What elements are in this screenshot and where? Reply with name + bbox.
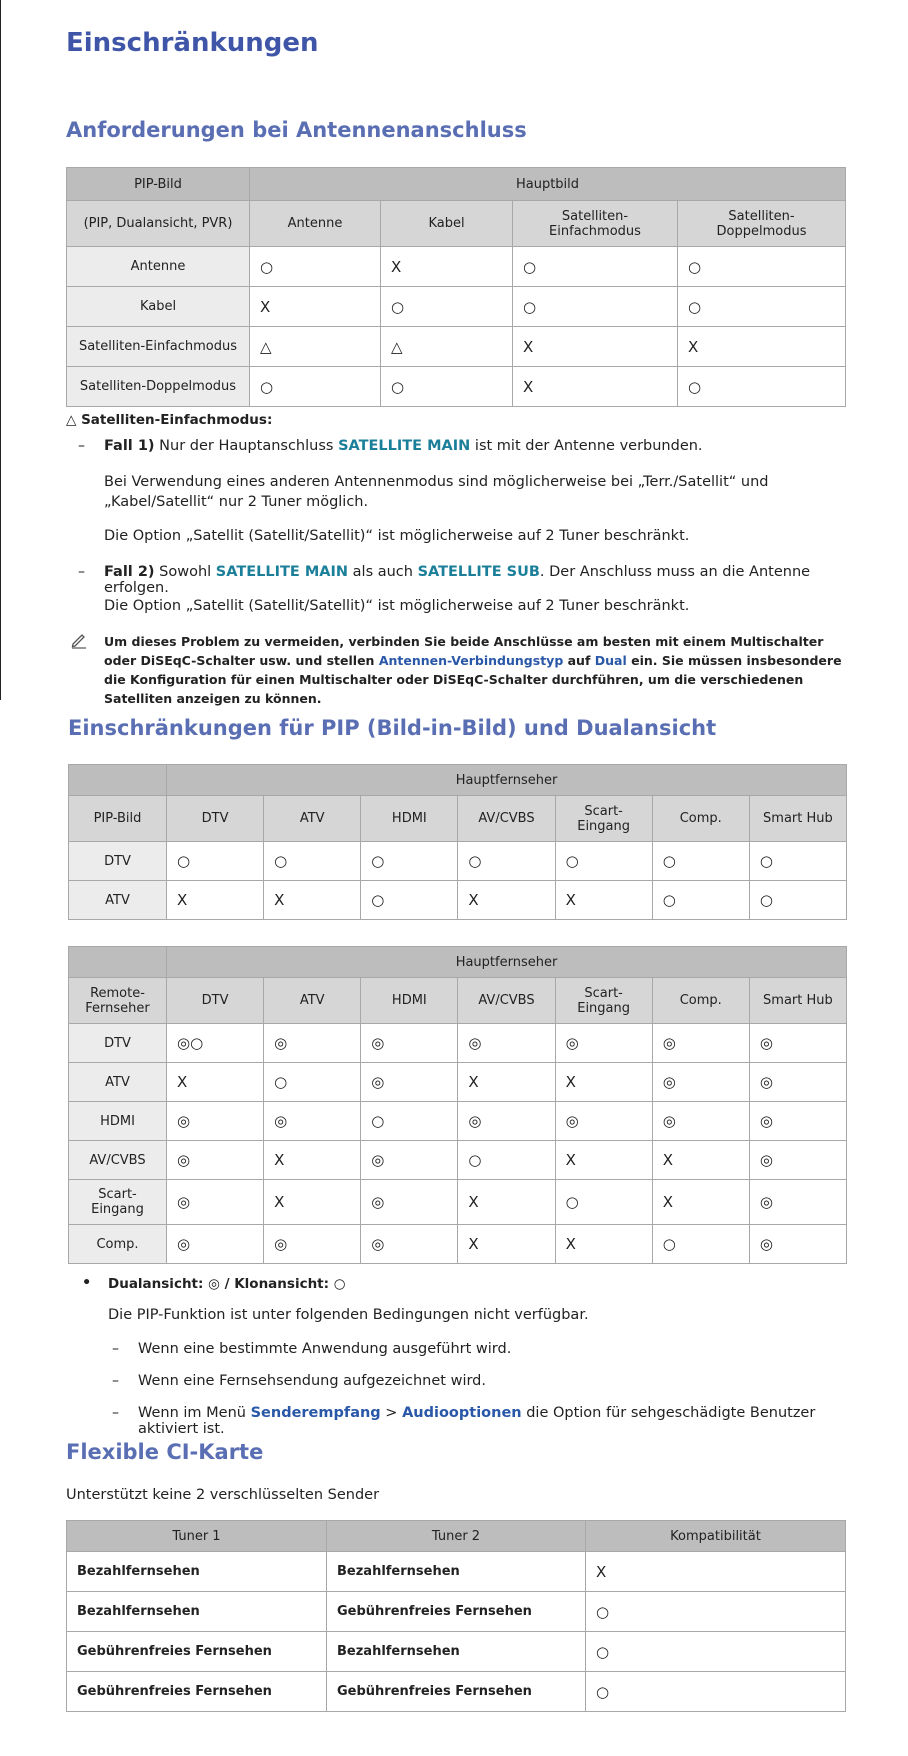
remote-corner: Remote- Fernseher (69, 978, 167, 1024)
ci-cell: X (586, 1552, 846, 1592)
antenna-heading: Anforderungen bei Antennenanschluss (66, 118, 527, 142)
remote-col-header: HDMI (361, 978, 458, 1024)
remote-cell: X (555, 1063, 652, 1102)
antenna-cell: X (381, 247, 513, 287)
pip-row-label: DTV (69, 842, 167, 881)
ci-cell: Gebührenfreies Fernsehen (327, 1592, 586, 1632)
antenna-col-header: Kabel (381, 201, 513, 247)
ci-subtitle: Unterstützt keine 2 verschlüsselten Sender (66, 1487, 380, 1503)
remote-cell: ◎ (458, 1024, 555, 1063)
case2-mid: als auch (348, 564, 418, 580)
pip-heading: Einschränkungen für PIP (Bild-in-Bild) und Dualansicht (68, 716, 717, 740)
remote-col-header: ATV (264, 978, 361, 1024)
pip-cell: ○ (555, 842, 652, 881)
remote-cell: ◎ (652, 1102, 749, 1141)
remote-cell: X (652, 1141, 749, 1180)
ci-cell: Gebührenfreies Fernsehen (327, 1672, 586, 1712)
remote-cell: ○ (555, 1180, 652, 1225)
remote-cell: ◎ (749, 1225, 846, 1264)
dash-bullet: – (112, 1341, 119, 1357)
remote-table (68, 946, 847, 1264)
remote-col-header: DTV (167, 978, 264, 1024)
remote-row-label: HDMI (69, 1102, 167, 1141)
case1-paragraph-3: Die Option „Satellit (Satellit/Satellit)“ ist möglicherweise auf 2 Tuner beschränkt. (104, 528, 690, 544)
dual-link: Dual (594, 653, 627, 668)
remote-cell: ◎ (167, 1180, 264, 1225)
remote-cell: ◎ (652, 1063, 749, 1102)
ci-cell: ○ (586, 1632, 846, 1672)
ci-cell: ○ (586, 1592, 846, 1632)
antenna-cell: X (678, 327, 846, 367)
audiooptionen-link: Audiooptionen (402, 1405, 522, 1421)
remote-cell: ◎ (555, 1102, 652, 1141)
case1-paragraph-2: Bei Verwendung eines anderen Antennenmodus sind möglicherweise bei „Terr./Satellit“ und „Kabel/Satellit“ nur 2 Tuner möglich. (104, 474, 769, 510)
pip-col-header: Comp. (652, 796, 749, 842)
case2-pre: Sowohl (154, 564, 216, 580)
remote-cell: ◎ (361, 1180, 458, 1225)
pip-cell: ○ (652, 842, 749, 881)
satellite-sub-link: SATELLITE SUB (417, 564, 540, 580)
remote-col-header: Smart Hub (749, 978, 846, 1024)
pip-cell: X (555, 881, 652, 920)
remote-cell: X (555, 1141, 652, 1180)
remote-cell: X (652, 1180, 749, 1225)
antenna-row-label: Satelliten-Einfachmodus (67, 327, 250, 367)
remote-cell: ◎ (167, 1102, 264, 1141)
pip-cell: ○ (361, 842, 458, 881)
remote-cell: X (167, 1063, 264, 1102)
antenna-cell: ○ (678, 367, 846, 407)
satellite-main-link: SATELLITE MAIN (338, 438, 471, 454)
ci-cell: Bezahlfernsehen (327, 1632, 586, 1672)
remote-cell: ◎ (361, 1063, 458, 1102)
remote-row-label: DTV (69, 1024, 167, 1063)
ci-col-header: Tuner 2 (327, 1521, 586, 1552)
cond3-post: die Option für sehgeschädigte Benutzer aktiviert ist. (138, 1405, 816, 1437)
remote-cell: ◎ (167, 1141, 264, 1180)
pip-intro: Die PIP-Funktion ist unter folgenden Bedingungen nicht verfügbar. (108, 1307, 589, 1323)
pip-cell: ○ (652, 881, 749, 920)
case1-pre: Nur der Hauptanschluss (154, 438, 339, 454)
remote-cell: ◎ (749, 1024, 846, 1063)
case2-line (104, 564, 864, 596)
remote-cell: ◎ (555, 1024, 652, 1063)
antenna-col-header: Antenne (250, 201, 381, 247)
remote-cell: X (264, 1141, 361, 1180)
remote-cell: X (555, 1225, 652, 1264)
remote-cell: ◎○ (167, 1024, 264, 1063)
antenna-cell: ○ (381, 287, 513, 327)
antenna-cell: △ (250, 327, 381, 367)
remote-cell: ○ (361, 1102, 458, 1141)
remote-group-header: Hauptfernseher (167, 947, 847, 978)
dash-bullet: – (78, 438, 85, 454)
dash-bullet: – (112, 1405, 119, 1421)
case1-post: ist mit der Antenne verbunden. (470, 438, 703, 454)
remote-cell: ◎ (458, 1102, 555, 1141)
antenna-corner-sub: (PIP, Dualansicht, PVR) (67, 201, 250, 247)
ci-col-header: Tuner 1 (67, 1521, 327, 1552)
antenna-cell: ○ (678, 287, 846, 327)
remote-cell: ◎ (749, 1141, 846, 1180)
antenna-row-label: Antenne (67, 247, 250, 287)
antenna-cell: ○ (678, 247, 846, 287)
remote-cell: ◎ (749, 1180, 846, 1225)
ci-cell: Bezahlfernsehen (67, 1552, 327, 1592)
remote-col-header: AV/CVBS (458, 978, 555, 1024)
antenna-col-header: Satelliten-Doppelmodus (678, 201, 846, 247)
remote-row-label: ATV (69, 1063, 167, 1102)
remote-row-label: Scart- Eingang (69, 1180, 167, 1225)
remote-corner-top (69, 947, 167, 978)
pip-corner-top (69, 765, 167, 796)
antenna-cell: ○ (250, 367, 381, 407)
pip-cell: ○ (361, 881, 458, 920)
pip-condition: Wenn eine Fernsehsendung aufgezeichnet wird. (138, 1373, 486, 1389)
antenna-legend-title: △ Satelliten-Einfachmodus: (66, 412, 273, 428)
case2-paragraph-2: Die Option „Satellit (Satellit/Satellit)“ ist möglicherweise auf 2 Tuner beschränkt. (104, 598, 690, 614)
ci-cell: Bezahlfernsehen (67, 1592, 327, 1632)
ci-cell: Gebührenfreies Fernsehen (67, 1672, 327, 1712)
antenna-cell: ○ (513, 287, 678, 327)
remote-cell: X (458, 1225, 555, 1264)
remote-cell: X (458, 1063, 555, 1102)
ci-cell: Bezahlfernsehen (327, 1552, 586, 1592)
note-pre: Um dieses Problem zu vermeiden, verbinden Sie beide Anschlüsse am besten mit einem Multischalter oder DiSEqC-Schalter usw. und stellen (104, 634, 824, 668)
pip-cell: ○ (749, 842, 846, 881)
note-post: ein. Sie müssen insbesondere die Konfiguration für einen Multischalter oder DiSEqC-Schalter durchführen, um die verschiedenen Satelliten anzeigen zu können. (104, 653, 842, 706)
pip-col-header: ATV (264, 796, 361, 842)
remote-cell: ◎ (167, 1225, 264, 1264)
antenna-note (104, 632, 844, 708)
antenna-cell: X (250, 287, 381, 327)
page-title: Einschränkungen (66, 28, 319, 58)
pip-cell: ○ (749, 881, 846, 920)
remote-cell: ◎ (264, 1225, 361, 1264)
antenna-group-header: Hauptbild (250, 168, 846, 201)
antenna-row-label: Kabel (67, 287, 250, 327)
dash-bullet: – (112, 1373, 119, 1389)
remote-cell: X (458, 1180, 555, 1225)
antenna-connection-type-link: Antennen-Verbindungstyp (378, 653, 564, 668)
pip-col-header: HDMI (361, 796, 458, 842)
antenna-cell: ○ (513, 247, 678, 287)
pip-cell: X (264, 881, 361, 920)
remote-cell: X (264, 1180, 361, 1225)
antenna-corner-top: PIP-Bild (67, 168, 250, 201)
pip-cell: X (458, 881, 555, 920)
ci-table (66, 1520, 846, 1712)
antenna-table (66, 167, 846, 407)
remote-cell: ○ (264, 1063, 361, 1102)
case2-label: Fall 2) (104, 564, 155, 580)
antenna-col-header: Satelliten- Einfachmodus (513, 201, 678, 247)
ci-cell: ○ (586, 1672, 846, 1712)
remote-cell: ◎ (361, 1024, 458, 1063)
pip-condition (138, 1405, 878, 1437)
pip-row-label: ATV (69, 881, 167, 920)
remote-row-label: Comp. (69, 1225, 167, 1264)
bullet-dot: • (82, 1275, 92, 1291)
pip-col-header: Scart- Eingang (555, 796, 652, 842)
ci-cell: Gebührenfreies Fernsehen (67, 1632, 327, 1672)
remote-cell: ◎ (361, 1141, 458, 1180)
remote-cell: ○ (458, 1141, 555, 1180)
pip-cell: X (167, 881, 264, 920)
note-mid: auf (563, 653, 595, 668)
dash-bullet: – (78, 564, 85, 580)
antenna-cell: △ (381, 327, 513, 367)
remote-cell: ○ (652, 1225, 749, 1264)
pip-col-header: Smart Hub (749, 796, 846, 842)
ci-heading: Flexible CI-Karte (66, 1440, 264, 1464)
pip-col-header: AV/CVBS (458, 796, 555, 842)
satellite-main-link: SATELLITE MAIN (215, 564, 349, 580)
remote-cell: ◎ (361, 1225, 458, 1264)
remote-cell: ◎ (264, 1102, 361, 1141)
left-margin-line (0, 0, 1, 700)
antenna-cell: ○ (381, 367, 513, 407)
ci-col-header: Kompatibilität (586, 1521, 846, 1552)
case1-line (104, 438, 864, 454)
pip-group-header: Hauptfernseher (167, 765, 847, 796)
cond3-pre: Wenn im Menü (138, 1405, 251, 1421)
pip-cell: ○ (167, 842, 264, 881)
pip-cell: ○ (458, 842, 555, 881)
antenna-row-label: Satelliten-Doppelmodus (67, 367, 250, 407)
pip-cell: ○ (264, 842, 361, 881)
remote-col-header: Comp. (652, 978, 749, 1024)
remote-cell: ◎ (749, 1102, 846, 1141)
antenna-cell: X (513, 327, 678, 367)
pip-legend: Dualansicht: ◎ / Klonansicht: ○ (108, 1276, 346, 1292)
case2-post: . Der Anschluss muss an die Antenne erfolgen. (104, 564, 811, 596)
remote-row-label: AV/CVBS (69, 1141, 167, 1180)
remote-cell: ◎ (749, 1063, 846, 1102)
pip-col-header: DTV (167, 796, 264, 842)
pip-table (68, 764, 847, 920)
senderempfang-link: Senderempfang (250, 1405, 381, 1421)
remote-cell: ◎ (264, 1024, 361, 1063)
remote-col-header: Scart- Eingang (555, 978, 652, 1024)
cond3-sep: > (380, 1405, 403, 1421)
pip-corner: PIP-Bild (69, 796, 167, 842)
pencil-note-icon (70, 631, 88, 649)
pip-condition: Wenn eine bestimmte Anwendung ausgeführt wird. (138, 1341, 512, 1357)
antenna-cell: ○ (250, 247, 381, 287)
remote-cell: ◎ (652, 1024, 749, 1063)
case1-label: Fall 1) (104, 438, 155, 454)
antenna-cell: X (513, 367, 678, 407)
